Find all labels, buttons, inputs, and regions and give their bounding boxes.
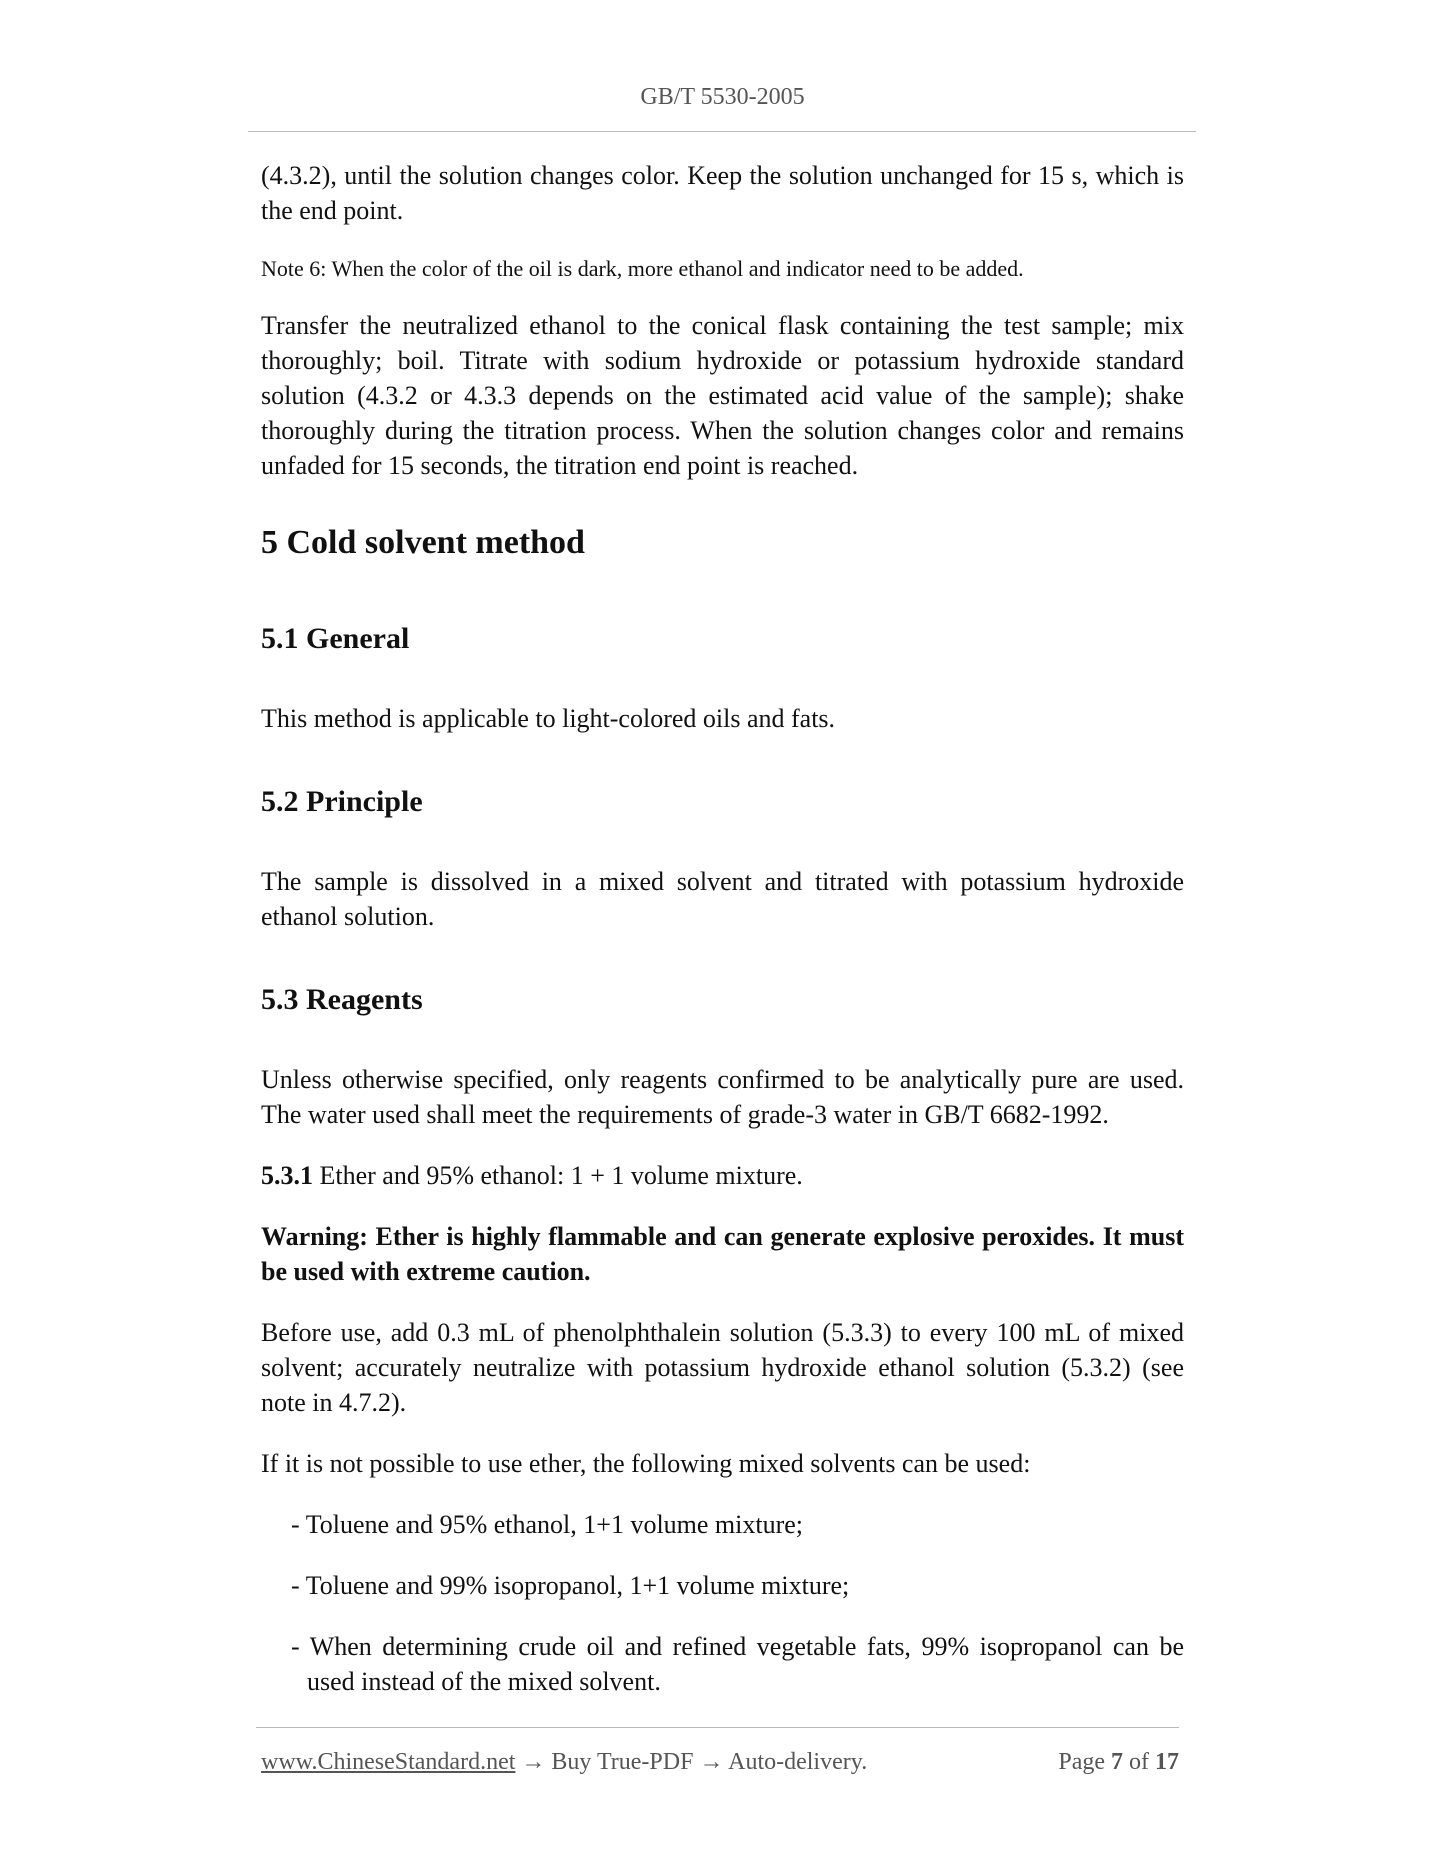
section-5-3-heading: 5.3 Reagents <box>261 983 423 1016</box>
of-label: of <box>1129 1749 1149 1775</box>
paragraph-5-1: This method is applicable to light-colored oils and fats. <box>261 704 836 733</box>
page-header-title: GB/T 5530-2005 <box>640 84 805 110</box>
page-indicator <box>1058 1749 1179 1776</box>
page-label: Page <box>1058 1749 1105 1775</box>
website-link[interactable]: www.ChineseStandard.net <box>261 1749 516 1775</box>
section-5-2-heading: 5.2 Principle <box>261 785 423 818</box>
paragraph-alternative-solvents: If it is not possible to use ether, the following mixed solvents can be used: <box>261 1449 1031 1478</box>
note-6: Note 6: When the color of the oil is dark, more ethanol and indicator need to be added. <box>261 256 1024 281</box>
paragraph-5-2: The sample is dissolved in a mixed solvent and titrated with potassium hydroxide ethanol solution. <box>261 867 1184 931</box>
paragraph-5-3-1 <box>261 1158 1184 1193</box>
clause-number-5-3-1: 5.3.1 <box>261 1161 313 1190</box>
page-total: 17 <box>1155 1749 1179 1775</box>
paragraph-continuation: (4.3.2), until the solution changes color. Keep the solution unchanged for 15 s, which is the end point. <box>261 161 1184 225</box>
document-body <box>261 158 1184 1725</box>
header-divider <box>248 131 1196 132</box>
paragraph-transfer: Transfer the neutralized ethanol to the conical flask containing the test sample; mix thoroughly; boil. Titrate with sodium hydroxide or potassium hydroxide standard solution (4.3.2 or 4.3.3 depends on the estimated acid value of the sample); shake thoroughly during the titration process. When the solution changes color and remains unfaded for 15 seconds, the titration end point is reached. <box>261 311 1184 480</box>
paragraph-before-use: Before use, add 0.3 mL of phenolphthalein solution (5.3.3) to every 100 mL of mixed solvent; accurately neutralize with potassium hydroxide ethanol solution (5.3.2) (see note in 4.7.2). <box>261 1318 1184 1417</box>
section-5-1-heading: 5.1 General <box>261 622 410 655</box>
list-item: - When determining crude oil and refined vegetable fats, 99% isopropanol can be used instead of the mixed solvent. <box>291 1632 1184 1696</box>
paragraph-5-3: Unless otherwise specified, only reagents confirmed to be analytically pure are used. The water used shall meet the requirements of grade-3 water in GB/T 6682-1992. <box>261 1065 1184 1129</box>
solvent-list <box>261 1507 1184 1699</box>
footer-divider <box>256 1727 1179 1728</box>
section-5-heading: 5 Cold solvent method <box>261 524 585 561</box>
footer-tagline: → Buy True-PDF → Auto-delivery. <box>515 1749 868 1775</box>
page-footer <box>261 1749 1179 1776</box>
warning-text: Warning: Ether is highly flammable and can generate explosive peroxides. It must be used with extreme caution. <box>261 1222 1184 1286</box>
clause-text-5-3-1: Ether and 95% ethanol: 1 + 1 volume mixture. <box>313 1161 803 1190</box>
list-item: - Toluene and 99% isopropanol, 1+1 volume mixture; <box>291 1571 850 1600</box>
page-number: 7 <box>1111 1749 1123 1775</box>
list-item: - Toluene and 95% ethanol, 1+1 volume mixture; <box>291 1510 804 1539</box>
